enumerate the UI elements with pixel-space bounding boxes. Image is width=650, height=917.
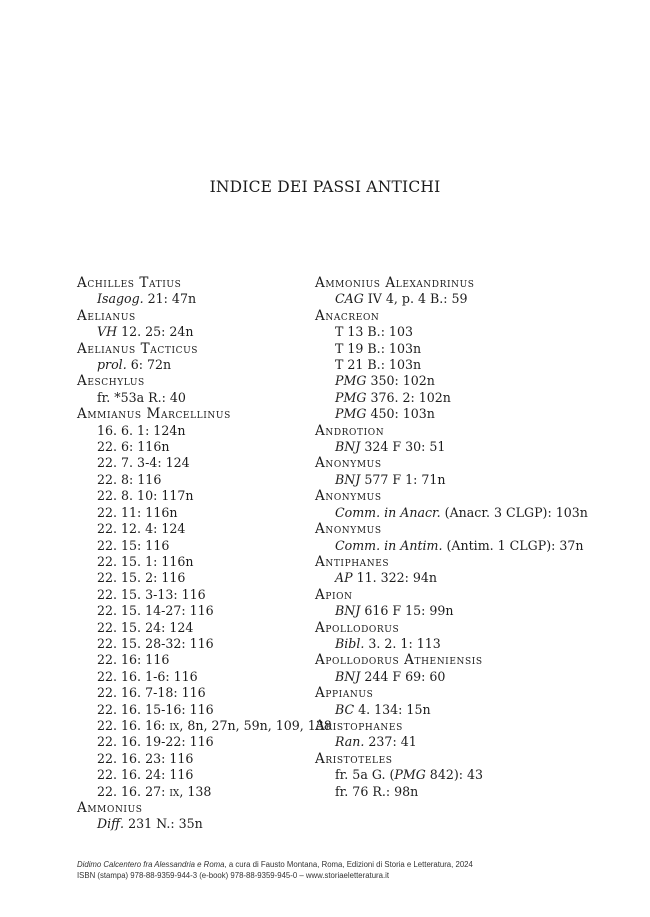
work-title: Bibl.: [335, 635, 365, 651]
index-reference: [315, 767, 590, 783]
work-title: PMG: [394, 767, 426, 783]
index-author: Aristoteles: [315, 750, 393, 767]
work-title: AP: [335, 570, 353, 586]
index-reference: [77, 439, 312, 455]
index-reference: [77, 570, 312, 586]
index-reference: [77, 472, 312, 488]
ref-locus: 22. 15. 24: 124: [97, 619, 194, 635]
index-reference: [315, 406, 590, 422]
index-column-right: [315, 275, 590, 800]
ref-locus: 22. 16. 27: ix, 138: [97, 783, 212, 799]
index-author: Androtion: [315, 422, 385, 439]
work-title: PMG: [335, 373, 367, 389]
ref-locus: 324 F 30: 51: [360, 439, 446, 455]
index-author: Aeschylus: [77, 373, 145, 390]
index-reference: [315, 636, 590, 652]
ref-locus: 577 F 1: 71n: [360, 471, 446, 487]
ref-locus: 22. 11: 116n: [97, 504, 178, 520]
index-reference: [77, 538, 312, 554]
index-reference: [315, 357, 590, 373]
ref-locus: 22. 16. 1-6: 116: [97, 668, 198, 684]
index-reference: [77, 603, 312, 619]
index-author: Anacreon: [315, 307, 380, 324]
footer-isbn: ISBN (stampa) 978-88-9359-944-3 (e-book) 978-88-9359-945-0 – www.storiaeletteratura.it: [77, 871, 390, 880]
ref-locus: 22. 15. 28-32: 116: [97, 635, 214, 651]
ref-locus: 6: 72n: [126, 357, 172, 373]
index-reference: [315, 324, 590, 340]
index-reference: [77, 620, 312, 636]
index-reference: [77, 390, 312, 406]
index-reference: [77, 423, 312, 439]
index-reference: [77, 652, 312, 668]
ref-locus: T 13 B.: 103: [335, 324, 413, 340]
ref-locus: 3. 2. 1: 113: [364, 635, 441, 651]
index-reference: [315, 291, 590, 307]
index-author: Ammonius Alexandrinus: [315, 275, 475, 291]
index-author: Apion: [315, 586, 353, 603]
ref-locus: 450: 103n: [366, 406, 435, 422]
index-column-left: [77, 275, 332, 833]
roman-numeral: ix: [169, 717, 180, 733]
work-title: PMG: [335, 406, 367, 422]
index-reference: [77, 324, 312, 340]
index-reference: [315, 505, 590, 521]
index-reference: [315, 570, 590, 586]
footer-citation: [77, 859, 637, 870]
index-reference: [77, 767, 312, 783]
index-reference: [77, 587, 312, 603]
footer-publisher: , a cura di Fausto Montana, Roma, Edizioni di Storia e Letteratura, 2024: [224, 860, 473, 869]
index-reference: [77, 669, 312, 685]
index-reference: [77, 816, 312, 832]
ref-locus: 22. 16: 116: [97, 652, 170, 668]
work-title: CAG: [335, 291, 364, 307]
index-reference: [77, 291, 312, 307]
index-author: Apollodorus Atheniensis: [315, 652, 483, 669]
work-title: BNJ: [335, 471, 361, 487]
ref-locus: (Antim. 1 CLGP): 37n: [442, 537, 584, 553]
ref-locus: 22. 15: 116: [97, 537, 170, 553]
ref-locus: 11. 322: 94n: [352, 570, 438, 586]
index-reference: [77, 751, 312, 767]
page-title: INDICE DEI PASSI ANTICHI: [209, 178, 441, 196]
index-reference: [77, 488, 312, 504]
index-author: Ammianus Marcellinus: [77, 406, 231, 423]
ref-locus: 22. 16. 15-16: 116: [97, 701, 214, 717]
index-reference: [77, 685, 312, 701]
index-author: Anonymus: [315, 521, 382, 538]
ref-locus: (Anacr. 3 CLGP): 103n: [440, 504, 588, 520]
index-reference: [77, 521, 312, 537]
footer-book-title: Didimo Calcentero fra Alessandria e Roma: [77, 860, 225, 869]
ref-locus: 22. 16. 23: 116: [97, 750, 194, 766]
index-reference: [315, 341, 590, 357]
ref-locus: 4. 134: 15n: [354, 701, 431, 717]
ref-locus: 21: 47n: [143, 291, 197, 307]
ref-locus: 16. 6. 1: 124n: [97, 422, 186, 438]
ref-locus: 22. 15. 14-27: 116: [97, 603, 214, 619]
index-reference: [315, 669, 590, 685]
work-title: Ran.: [335, 734, 365, 750]
index-reference: [77, 636, 312, 652]
ref-locus: 22. 16. 16: ix, 8n, 27n, 59n, 109, 138: [97, 717, 332, 733]
index-reference: [315, 390, 590, 406]
work-title: Isagog.: [97, 291, 144, 307]
ref-locus: fr. *53a R.: 40: [97, 389, 186, 405]
work-title: BC: [335, 701, 355, 717]
index-reference: [315, 538, 590, 554]
index-reference: [315, 373, 590, 389]
ref-locus: 22. 16. 7-18: 116: [97, 685, 206, 701]
index-reference: [315, 603, 590, 619]
index-author: Anonymus: [315, 455, 382, 472]
ref-locus: 22. 16. 19-22: 116: [97, 734, 214, 750]
ref-locus: 350: 102n: [366, 373, 435, 389]
index-reference: [315, 439, 590, 455]
roman-numeral: ix: [169, 783, 180, 799]
index-reference: [77, 784, 312, 800]
index-reference: [315, 702, 590, 718]
index-reference: [315, 472, 590, 488]
index-reference: [77, 734, 312, 750]
ref-locus: 22. 7. 3-4: 124: [97, 455, 190, 471]
ref-locus: fr. 76 R.: 98n: [335, 783, 419, 799]
work-title: BNJ: [335, 603, 361, 619]
work-title: Comm. in Antim.: [335, 537, 443, 553]
index-reference: [77, 455, 312, 471]
page-footer: [77, 859, 637, 881]
work-title: BNJ: [335, 439, 361, 455]
work-title: prol.: [97, 357, 127, 373]
index-author: Antiphanes: [315, 553, 390, 570]
index-reference: [77, 357, 312, 373]
ref-locus: IV 4, p. 4 B.: 59: [363, 291, 468, 307]
ref-locus: 22. 8. 10: 117n: [97, 488, 194, 504]
index-author: Anonymus: [315, 488, 382, 505]
ref-locus: 244 F 69: 60: [360, 668, 446, 684]
ref-locus: 12. 25: 24n: [117, 324, 194, 340]
ref-locus: fr. 5a G. (: [335, 767, 395, 783]
ref-locus: 237: 41: [364, 734, 417, 750]
ref-locus: 22. 6: 116n: [97, 439, 170, 455]
index-author: Apollodorus: [315, 619, 400, 636]
index-reference: [77, 554, 312, 570]
index-author: Aristophanes: [315, 717, 403, 734]
index-reference: [315, 734, 590, 750]
index-author: Ammonius: [77, 800, 143, 816]
ref-locus: 22. 16. 24: 116: [97, 767, 194, 783]
ref-locus: 22. 8: 116: [97, 471, 162, 487]
index-reference: [77, 505, 312, 521]
ref-locus: 231 N.: 35n: [124, 816, 203, 832]
ref-locus: 22. 15. 2: 116: [97, 570, 186, 586]
index-reference: [77, 702, 312, 718]
index-author: Achilles Tatius: [77, 275, 182, 291]
index-author: Appianus: [315, 685, 374, 702]
ref-locus: 616 F 15: 99n: [360, 603, 454, 619]
index-author: Aelianus Tacticus: [77, 340, 199, 357]
work-title: BNJ: [335, 668, 361, 684]
ref-locus: 842): 43: [425, 767, 484, 783]
ref-locus: 22. 15. 3-13: 116: [97, 586, 206, 602]
work-title: Comm. in Anacr.: [335, 504, 441, 520]
work-title: Diff.: [97, 816, 125, 832]
ref-locus: 22. 12. 4: 124: [97, 521, 186, 537]
index-reference: [315, 784, 590, 800]
ref-locus: 22. 15. 1: 116n: [97, 553, 194, 569]
work-title: VH: [97, 324, 118, 340]
ref-locus: 376. 2: 102n: [366, 389, 451, 405]
ref-locus: T 21 B.: 103n: [335, 357, 422, 373]
index-author: Aelianus: [77, 307, 136, 324]
index-reference: [77, 717, 332, 734]
work-title: PMG: [335, 389, 367, 405]
ref-locus: T 19 B.: 103n: [335, 340, 422, 356]
